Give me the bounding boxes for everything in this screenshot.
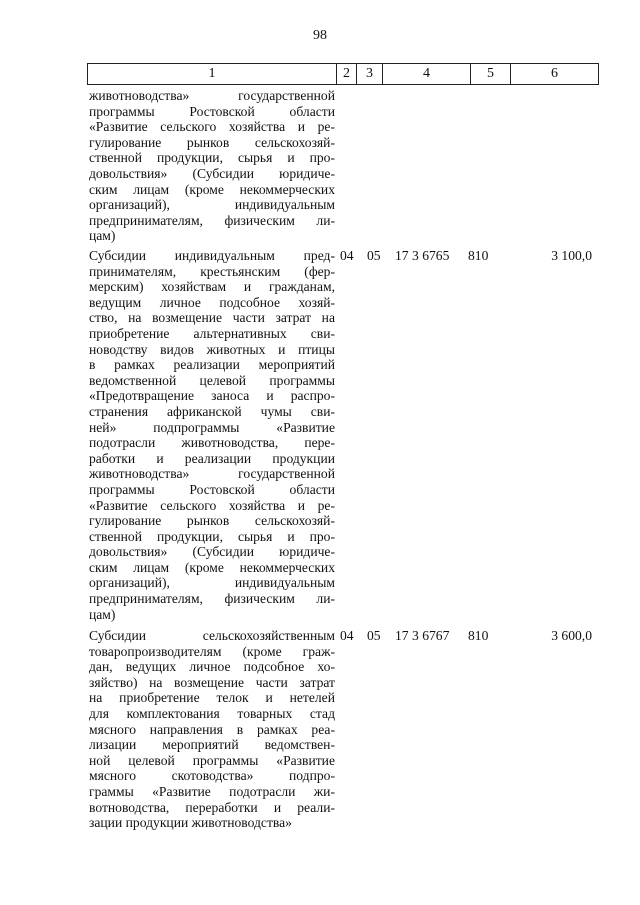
- description-line: ведомственной целевой программы: [89, 372, 335, 388]
- description-line: приобретение альтернативных сви-: [89, 325, 335, 341]
- description-line: организаций), индивидуальным: [89, 575, 335, 591]
- column-header-4: 4: [383, 64, 471, 85]
- description-line: гулирование рынков сельскохозяй-: [89, 513, 335, 529]
- column-header-2: 2: [337, 64, 357, 85]
- row-description: [89, 628, 335, 831]
- description-line: ственной продукции, сырья и про-: [89, 150, 335, 166]
- column-header-3: 3: [357, 64, 383, 85]
- description-line: для комплектования товарных стад: [89, 705, 335, 721]
- amount: 3 600,0: [551, 628, 592, 643]
- description-line: организаций), индивидуальным: [89, 197, 335, 213]
- section-code: 04: [340, 628, 354, 643]
- description-line: зации продукции животноводства»: [89, 815, 292, 831]
- description-line: ским лицам (кроме некоммерческих: [89, 181, 335, 197]
- description-line: «Предотвращение заноса и распро-: [89, 388, 335, 404]
- description-line: ство, на возмещение части затрат на: [89, 310, 335, 326]
- column-header-6: 6: [511, 64, 599, 85]
- subsection-code: 05: [367, 628, 381, 643]
- description-line: цам): [89, 228, 116, 244]
- description-line: животноводства» государственной: [89, 88, 335, 103]
- row-description: [89, 88, 335, 244]
- column-header-5: 5: [471, 64, 511, 85]
- description-line: программы Ростовской области: [89, 481, 335, 497]
- description-line: граммы «Развитие подотрасли жи-: [89, 783, 335, 799]
- section-code: 04: [340, 248, 354, 263]
- amount: 3 100,0: [551, 248, 592, 263]
- description-line: ной целевой программы «Развитие: [89, 752, 335, 768]
- description-line: довольствия» (Субсидии юридиче-: [89, 544, 335, 560]
- description-line: ским лицам (кроме некоммерческих: [89, 559, 335, 575]
- description-line: мясного направления в рамках реа-: [89, 721, 335, 737]
- description-line: ведущим личное подсобное хозяй-: [89, 294, 335, 310]
- description-line: зяйство) на возмещение части затрат: [89, 674, 335, 690]
- description-line: цам): [89, 606, 116, 622]
- description-line: программы Ростовской области: [89, 103, 335, 119]
- description-line: довольствия» (Субсидии юридиче-: [89, 165, 335, 181]
- description-line: дан, ведущих личное подсобное хо-: [89, 659, 335, 675]
- description-line: мерским) хозяйствам и гражданам,: [89, 279, 335, 295]
- description-line: животноводства» государственной: [89, 466, 335, 482]
- description-line: в рамках реализации мероприятий: [89, 357, 335, 373]
- description-line: мясного скотоводства» подпро-: [89, 768, 335, 784]
- column-header-1: 1: [88, 64, 337, 85]
- expense-type-code: 810: [468, 628, 489, 643]
- description-line: предпринимателям, физическим ли-: [89, 591, 335, 607]
- description-line: гулирование рынков сельскохозяй-: [89, 134, 335, 150]
- description-line: товаропроизводителям (кроме граж-: [89, 643, 335, 659]
- row-description: [89, 248, 335, 622]
- expense-type-code: 810: [468, 248, 489, 263]
- description-line: вотноводства, переработки и реали-: [89, 799, 335, 815]
- description-line: предпринимателям, физическим ли-: [89, 212, 335, 228]
- description-line: ней» подпрограммы «Развитие: [89, 419, 335, 435]
- description-line: ственной продукции, сырья и про-: [89, 528, 335, 544]
- target-article-code: 17 3 6765: [395, 248, 450, 263]
- page-number: 98: [313, 28, 327, 43]
- description-line: лизации мероприятий ведомствен-: [89, 737, 335, 753]
- subsection-code: 05: [367, 248, 381, 263]
- description-line: странения африканской чумы сви-: [89, 403, 335, 419]
- description-line: «Развитие сельского хозяйства и ре-: [89, 119, 335, 135]
- table-header: [87, 63, 599, 85]
- description-line: работки и реализации продукции: [89, 450, 335, 466]
- description-line: на приобретение телок и нетелей: [89, 690, 335, 706]
- description-line: Субсидии сельскохозяйственным: [89, 628, 335, 643]
- description-line: Субсидии индивидуальным пред-: [89, 248, 335, 263]
- description-line: новодству видов животных и птицы: [89, 341, 335, 357]
- target-article-code: 17 3 6767: [395, 628, 450, 643]
- description-line: подотрасли животноводства, пере-: [89, 435, 335, 451]
- description-line: принимателям, крестьянским (фер-: [89, 263, 335, 279]
- description-line: «Развитие сельского хозяйства и ре-: [89, 497, 335, 513]
